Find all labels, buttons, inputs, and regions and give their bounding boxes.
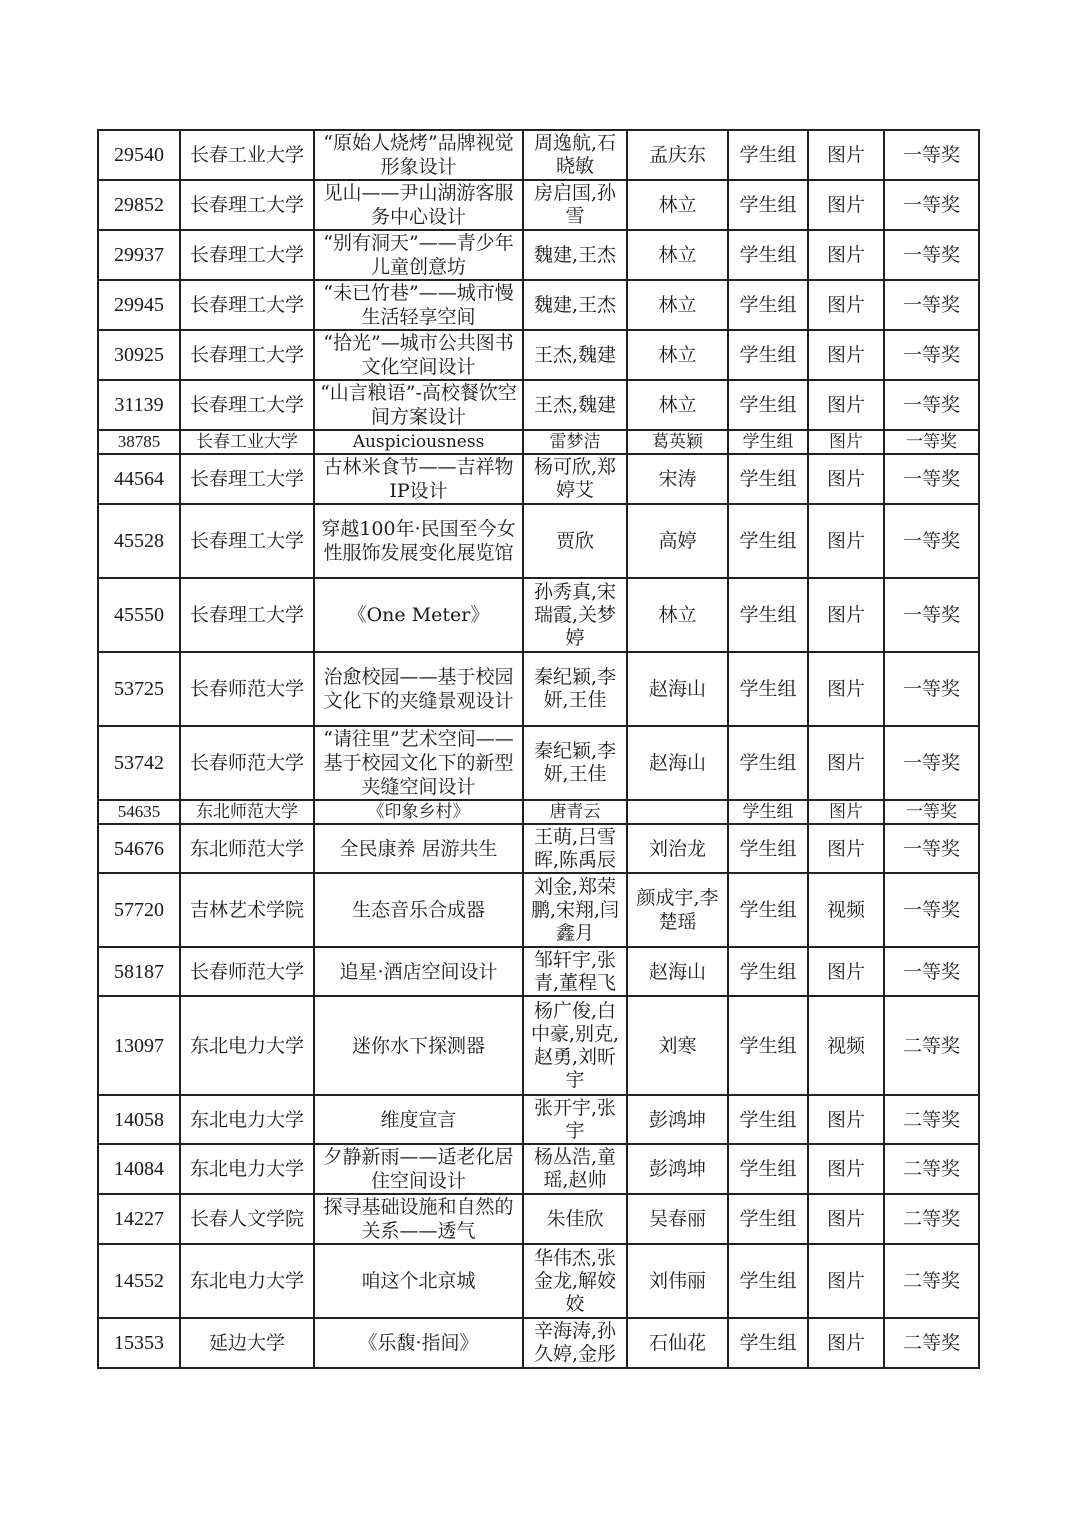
author-names: 王萌,吕雪晖,陈禹辰	[523, 824, 627, 873]
award-level: 一等奖	[884, 726, 979, 800]
author-names: 魏建,王杰	[523, 280, 627, 330]
entry-id: 14227	[98, 1194, 180, 1244]
media-type: 图片	[808, 947, 884, 996]
table-row	[98, 824, 979, 873]
author-names: 唐青云	[523, 800, 627, 824]
entry-id: 45550	[98, 578, 180, 652]
author-names: 邹轩宇,张青,董程飞	[523, 947, 627, 996]
group-label: 学生组	[728, 504, 808, 578]
table-row	[98, 1095, 979, 1144]
group-label: 学生组	[728, 1095, 808, 1144]
media-type: 图片	[808, 454, 884, 504]
author-names: 杨广俊,白中豪,别克,赵勇,刘昕宇	[523, 996, 627, 1095]
group-label: 学生组	[728, 652, 808, 726]
entry-id: 54676	[98, 824, 180, 873]
entry-id: 29937	[98, 230, 180, 280]
advisor-name: 赵海山	[627, 726, 728, 800]
advisor-name: 刘治龙	[627, 824, 728, 873]
award-level: 一等奖	[884, 800, 979, 824]
advisor-name: 孟庆东	[627, 130, 728, 180]
group-label: 学生组	[728, 578, 808, 652]
award-level: 一等奖	[884, 430, 979, 454]
work-title: 维度宣言	[314, 1095, 523, 1144]
school-name: 东北师范大学	[180, 800, 314, 824]
author-names: 杨可欣,郑婷艾	[523, 454, 627, 504]
work-title: “未已竹巷”——城市慢生活轻享空间	[314, 280, 523, 330]
group-label: 学生组	[728, 430, 808, 454]
table-row	[98, 1194, 979, 1244]
media-type: 图片	[808, 726, 884, 800]
school-name: 长春人文学院	[180, 1194, 314, 1244]
group-label: 学生组	[728, 1244, 808, 1318]
group-label: 学生组	[728, 380, 808, 430]
author-names: 杨丛浩,童瑶,赵帅	[523, 1144, 627, 1194]
media-type: 图片	[808, 1244, 884, 1318]
media-type: 图片	[808, 430, 884, 454]
work-title: 《印象乡村》	[314, 800, 523, 824]
advisor-name: 颜成宇,李楚瑶	[627, 873, 728, 947]
entry-id: 53742	[98, 726, 180, 800]
school-name: 长春理工大学	[180, 330, 314, 380]
group-label: 学生组	[728, 873, 808, 947]
advisor-name: 吴春丽	[627, 1194, 728, 1244]
school-name: 长春师范大学	[180, 947, 314, 996]
group-label: 学生组	[728, 996, 808, 1095]
work-title: 迷你水下探测器	[314, 996, 523, 1095]
work-title: 追星·酒店空间设计	[314, 947, 523, 996]
table-row	[98, 873, 979, 947]
school-name: 东北电力大学	[180, 1144, 314, 1194]
table-row	[98, 454, 979, 504]
school-name: 吉林艺术学院	[180, 873, 314, 947]
table-row	[98, 1318, 979, 1368]
author-names: 张开宇,张宇	[523, 1095, 627, 1144]
award-level: 一等奖	[884, 380, 979, 430]
advisor-name: 林立	[627, 280, 728, 330]
entry-id: 45528	[98, 504, 180, 578]
advisor-name: 赵海山	[627, 652, 728, 726]
table-row	[98, 130, 979, 180]
advisor-name: 林立	[627, 330, 728, 380]
entry-id: 57720	[98, 873, 180, 947]
entry-id: 29852	[98, 180, 180, 230]
award-level: 一等奖	[884, 454, 979, 504]
media-type: 图片	[808, 1095, 884, 1144]
advisor-name: 刘伟丽	[627, 1244, 728, 1318]
table-row	[98, 1144, 979, 1194]
advisor-name: 宋涛	[627, 454, 728, 504]
table-row	[98, 726, 979, 800]
award-level: 一等奖	[884, 330, 979, 380]
group-label: 学生组	[728, 800, 808, 824]
award-level: 一等奖	[884, 578, 979, 652]
work-title: 生态音乐合成器	[314, 873, 523, 947]
awards-table	[97, 129, 980, 1369]
group-label: 学生组	[728, 824, 808, 873]
advisor-name: 石仙花	[627, 1318, 728, 1368]
school-name: 长春理工大学	[180, 230, 314, 280]
entry-id: 14552	[98, 1244, 180, 1318]
school-name: 长春理工大学	[180, 504, 314, 578]
work-title: “山言粮语”-高校餐饮空间方案设计	[314, 380, 523, 430]
author-names: 雷梦洁	[523, 430, 627, 454]
school-name: 长春理工大学	[180, 280, 314, 330]
work-title: 咱这个北京城	[314, 1244, 523, 1318]
author-names: 孙秀真,宋瑞霞,关梦婷	[523, 578, 627, 652]
table-row	[98, 996, 979, 1095]
author-names: 辛海涛,孙久婷,金彤	[523, 1318, 627, 1368]
advisor-name: 高婷	[627, 504, 728, 578]
entry-id: 58187	[98, 947, 180, 996]
author-names: 房启国,孙雪	[523, 180, 627, 230]
media-type: 图片	[808, 1144, 884, 1194]
school-name: 长春工业大学	[180, 430, 314, 454]
award-level: 二等奖	[884, 1194, 979, 1244]
advisor-name: 林立	[627, 230, 728, 280]
school-name: 延边大学	[180, 1318, 314, 1368]
media-type: 图片	[808, 1194, 884, 1244]
author-names: 魏建,王杰	[523, 230, 627, 280]
table-row	[98, 230, 979, 280]
award-level: 二等奖	[884, 1244, 979, 1318]
advisor-name: 彭鸿坤	[627, 1144, 728, 1194]
school-name: 长春理工大学	[180, 180, 314, 230]
table-row	[98, 800, 979, 824]
award-level: 二等奖	[884, 1095, 979, 1144]
media-type: 图片	[808, 280, 884, 330]
entry-id: 31139	[98, 380, 180, 430]
author-names: 秦纪颖,李妍,王佳	[523, 726, 627, 800]
author-names: 贾欣	[523, 504, 627, 578]
author-names: 朱佳欣	[523, 1194, 627, 1244]
entry-id: 14058	[98, 1095, 180, 1144]
group-label: 学生组	[728, 1194, 808, 1244]
entry-id: 30925	[98, 330, 180, 380]
school-name: 长春工业大学	[180, 130, 314, 180]
school-name: 长春师范大学	[180, 652, 314, 726]
author-names: 刘金,郑荣鹏,宋翔,闫鑫月	[523, 873, 627, 947]
group-label: 学生组	[728, 454, 808, 504]
author-names: 周逸航,石晓敏	[523, 130, 627, 180]
award-level: 一等奖	[884, 873, 979, 947]
group-label: 学生组	[728, 726, 808, 800]
media-type: 图片	[808, 1318, 884, 1368]
media-type: 图片	[808, 652, 884, 726]
group-label: 学生组	[728, 180, 808, 230]
advisor-name: 刘寒	[627, 996, 728, 1095]
media-type: 图片	[808, 180, 884, 230]
media-type: 视频	[808, 996, 884, 1095]
table-row	[98, 180, 979, 230]
group-label: 学生组	[728, 230, 808, 280]
group-label: 学生组	[728, 1144, 808, 1194]
school-name: 东北电力大学	[180, 1244, 314, 1318]
author-names: 华伟杰,张金龙,解姣姣	[523, 1244, 627, 1318]
advisor-name: 葛英颖	[627, 430, 728, 454]
media-type: 图片	[808, 130, 884, 180]
work-title: 《One Meter》	[314, 578, 523, 652]
work-title: 古林米食节——吉祥物IP设计	[314, 454, 523, 504]
entry-id: 15353	[98, 1318, 180, 1368]
media-type: 图片	[808, 578, 884, 652]
author-names: 王杰,魏建	[523, 330, 627, 380]
entry-id: 29540	[98, 130, 180, 180]
school-name: 东北师范大学	[180, 824, 314, 873]
work-title: 探寻基础设施和自然的关系——透气	[314, 1194, 523, 1244]
media-type: 视频	[808, 873, 884, 947]
award-level: 一等奖	[884, 230, 979, 280]
media-type: 图片	[808, 380, 884, 430]
school-name: 东北电力大学	[180, 996, 314, 1095]
award-level: 一等奖	[884, 824, 979, 873]
entry-id: 14084	[98, 1144, 180, 1194]
award-level: 一等奖	[884, 280, 979, 330]
school-name: 长春理工大学	[180, 380, 314, 430]
table-row	[98, 330, 979, 380]
advisor-name: 彭鸿坤	[627, 1095, 728, 1144]
work-title: 《乐馥·指间》	[314, 1318, 523, 1368]
table-row	[98, 280, 979, 330]
table-row	[98, 504, 979, 578]
media-type: 图片	[808, 800, 884, 824]
media-type: 图片	[808, 230, 884, 280]
school-name: 长春理工大学	[180, 454, 314, 504]
work-title: 夕静新雨——适老化居住空间设计	[314, 1144, 523, 1194]
entry-id: 53725	[98, 652, 180, 726]
work-title: Auspiciousness	[314, 430, 523, 454]
table-body	[98, 130, 979, 1368]
table-row	[98, 380, 979, 430]
award-level: 一等奖	[884, 130, 979, 180]
advisor-name: 林立	[627, 578, 728, 652]
table-row	[98, 578, 979, 652]
media-type: 图片	[808, 824, 884, 873]
table-row	[98, 652, 979, 726]
author-names: 王杰,魏建	[523, 380, 627, 430]
entry-id: 38785	[98, 430, 180, 454]
entry-id: 44564	[98, 454, 180, 504]
work-title: 穿越100年·民国至今女性服饰发展变化展览馆	[314, 504, 523, 578]
work-title: “别有洞天”——青少年儿童创意坊	[314, 230, 523, 280]
media-type: 图片	[808, 330, 884, 380]
award-level: 一等奖	[884, 652, 979, 726]
award-level: 一等奖	[884, 180, 979, 230]
work-title: 治愈校园——基于校园文化下的夹缝景观设计	[314, 652, 523, 726]
work-title: “原始人烧烤”品牌视觉形象设计	[314, 130, 523, 180]
work-title: 全民康养 居游共生	[314, 824, 523, 873]
advisor-name: 林立	[627, 180, 728, 230]
award-level: 二等奖	[884, 996, 979, 1095]
group-label: 学生组	[728, 130, 808, 180]
school-name: 长春师范大学	[180, 726, 314, 800]
award-level: 二等奖	[884, 1318, 979, 1368]
entry-id: 29945	[98, 280, 180, 330]
table-row	[98, 1244, 979, 1318]
table-row	[98, 430, 979, 454]
work-title: 见山——尹山湖游客服务中心设计	[314, 180, 523, 230]
author-names: 秦纪颖,李妍,王佳	[523, 652, 627, 726]
school-name: 东北电力大学	[180, 1095, 314, 1144]
group-label: 学生组	[728, 1318, 808, 1368]
media-type: 图片	[808, 504, 884, 578]
work-title: “请往里”艺术空间——基于校园文化下的新型夹缝空间设计	[314, 726, 523, 800]
school-name: 长春理工大学	[180, 578, 314, 652]
award-level: 一等奖	[884, 947, 979, 996]
work-title: “拾光”—城市公共图书文化空间设计	[314, 330, 523, 380]
advisor-name	[627, 800, 728, 824]
award-level: 一等奖	[884, 504, 979, 578]
group-label: 学生组	[728, 947, 808, 996]
advisor-name: 林立	[627, 380, 728, 430]
group-label: 学生组	[728, 280, 808, 330]
entry-id: 13097	[98, 996, 180, 1095]
table-row	[98, 947, 979, 996]
award-level: 二等奖	[884, 1144, 979, 1194]
entry-id: 54635	[98, 800, 180, 824]
advisor-name: 赵海山	[627, 947, 728, 996]
group-label: 学生组	[728, 330, 808, 380]
